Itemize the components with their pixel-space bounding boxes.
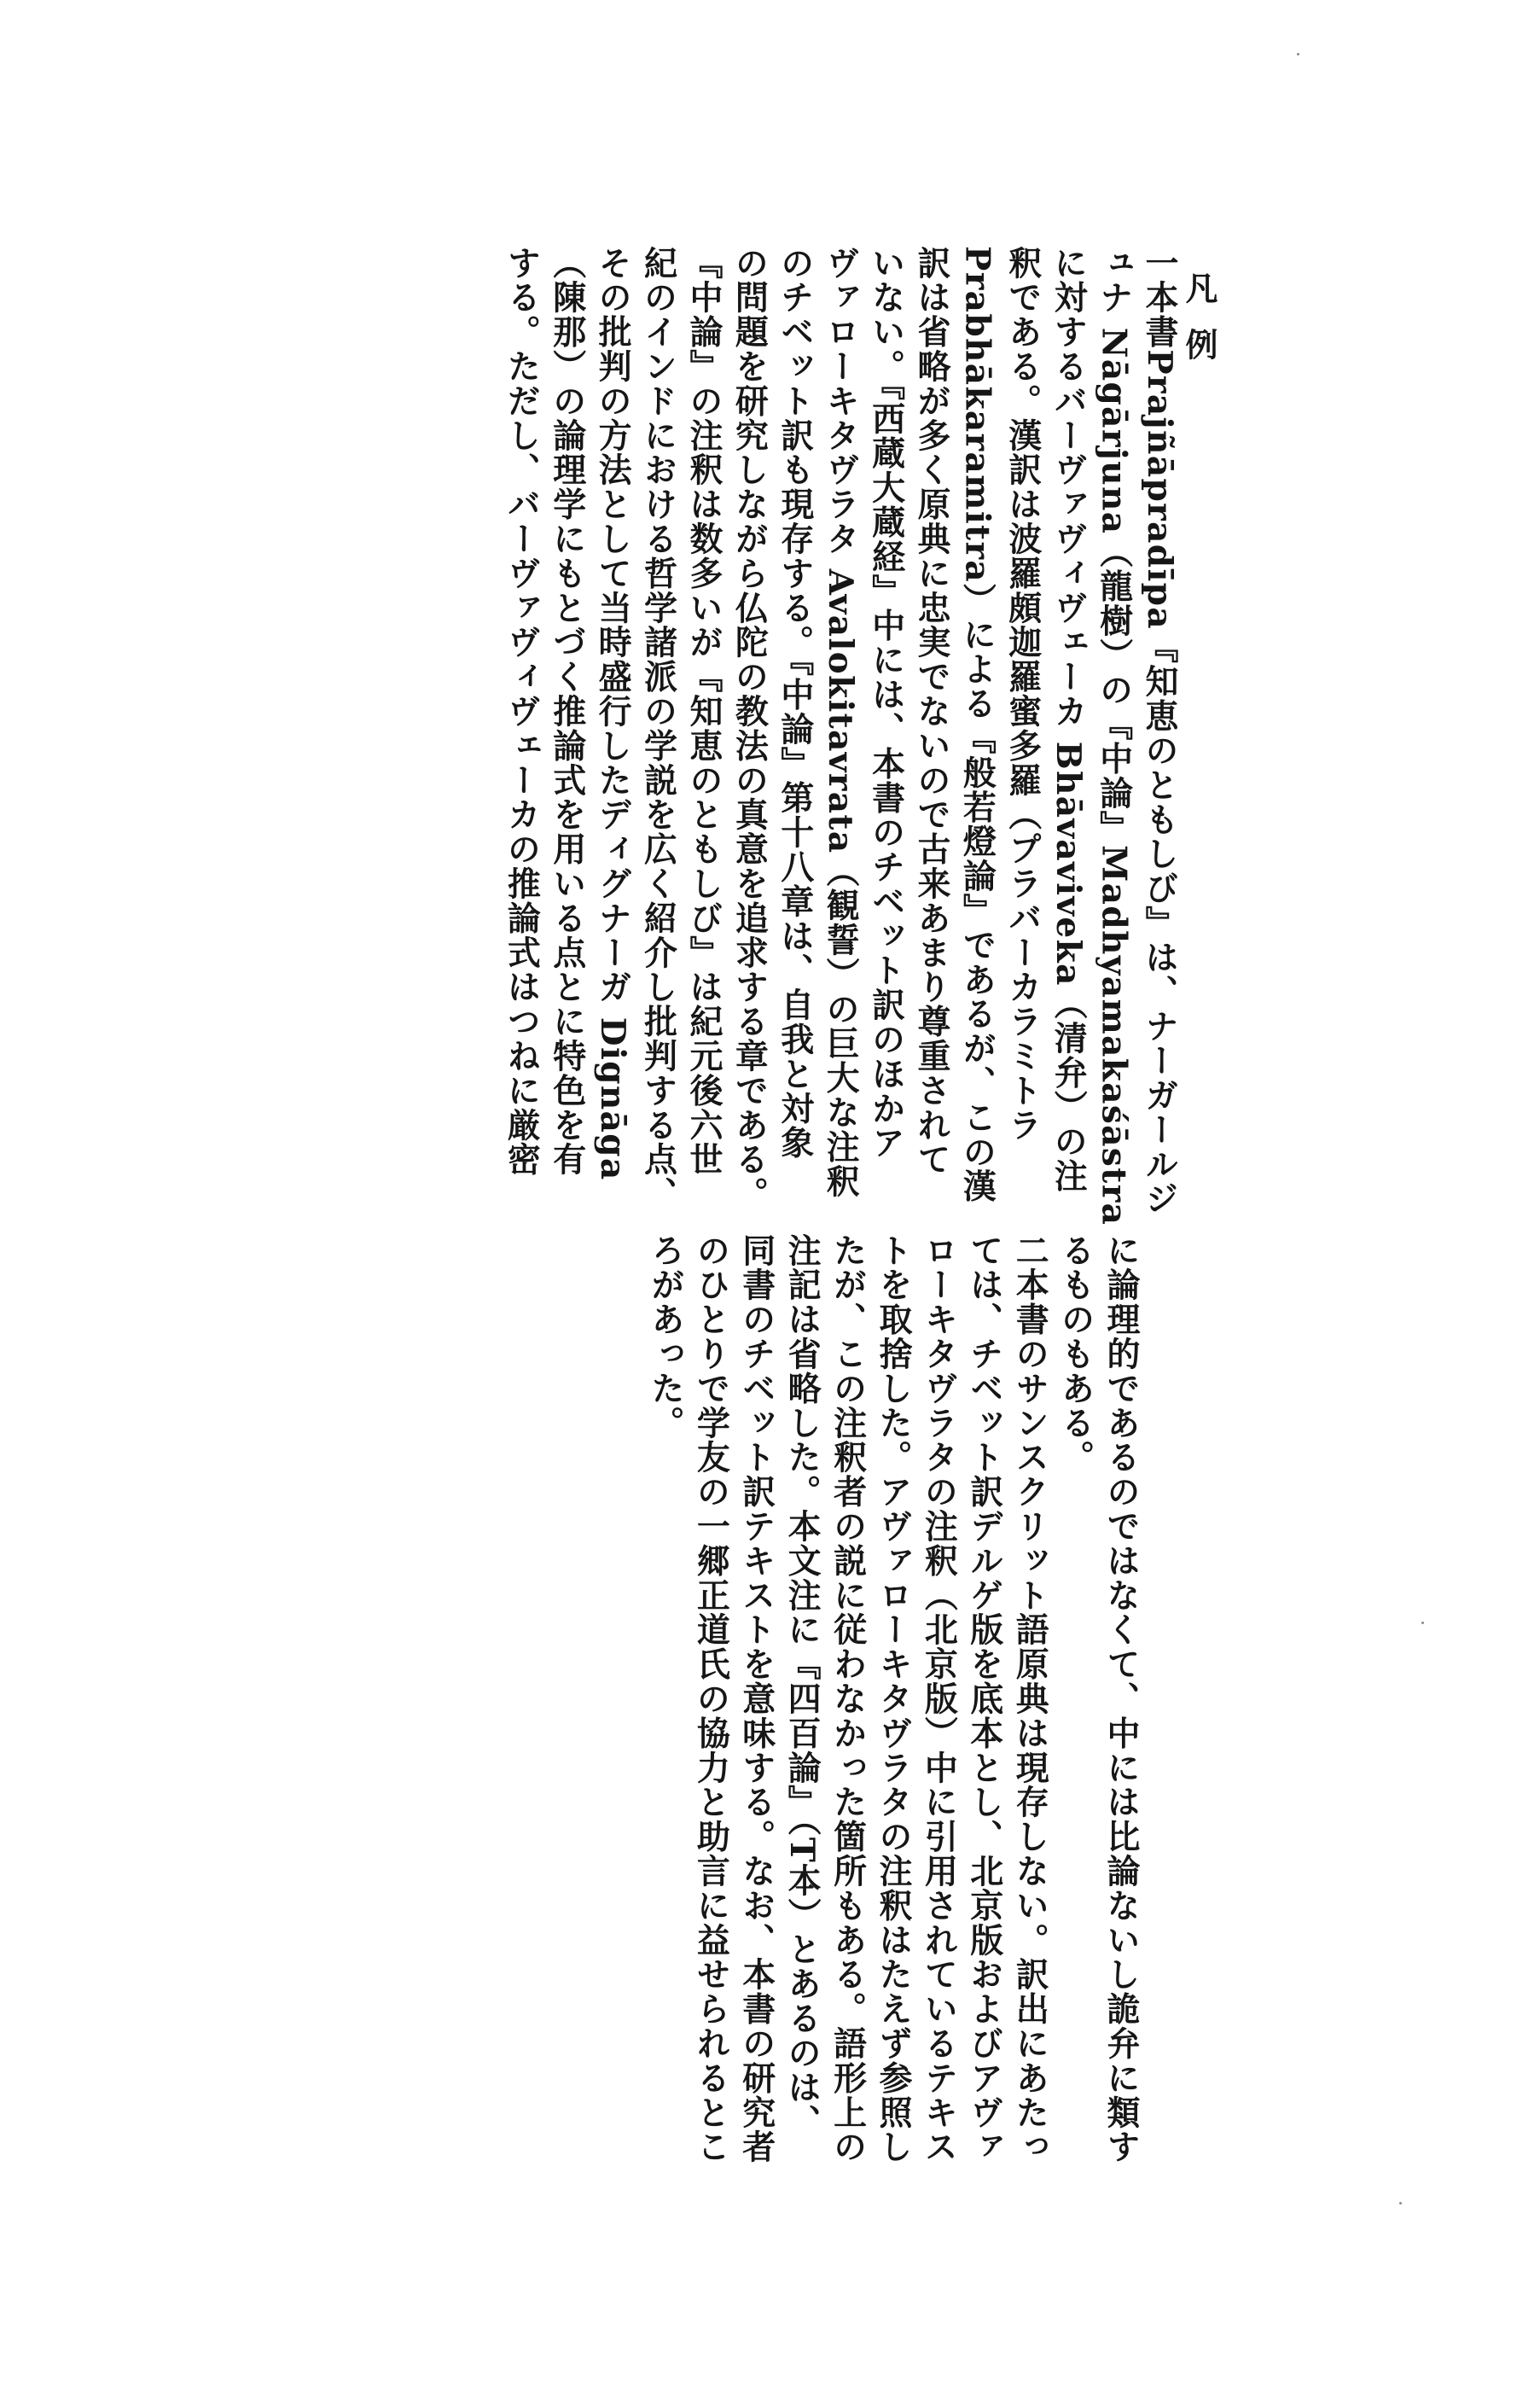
print-speck [1399, 2202, 1402, 2204]
section-one-line-6: 訳は省略が多く原典に忠実でないので古来あまり尊重されて [911, 246, 951, 1177]
section-one-line-12: 紀のインドにおける哲学諸派の学説を広く紹介し批判する点、 [638, 246, 678, 1212]
section-two-line-1-text: 本書のサンスクリット語原典は現存しない。訳出にあたっ [1010, 1267, 1050, 2164]
section-one-line-15: する。ただし、バーヴァヴィヴェーカの推論式はつねに厳密 [502, 246, 542, 1177]
print-speck [1421, 1622, 1424, 1624]
section-two-line-9: ろがあった。 [645, 1233, 685, 1441]
section-two-line-1 [1007, 1233, 1052, 2223]
section-two-line-2: ては、チベット訳デルゲ版を底本とし、北京版およびアヴァ [964, 1233, 1004, 2164]
section-one-marker: 一 [1140, 246, 1179, 281]
section-one-line-10: の問題を研究しながら仏陀の教法の真意を追求する章である。 [729, 246, 770, 1212]
section-one-continuation-line-2: るものもある。 [1055, 1233, 1095, 1475]
section-one-line-9: のチベット訳も現存する。『中論』第十八章は、自我と対象 [775, 246, 815, 1161]
section-two-line-7: 同書のチベット訳テキストを意味する。なお、本書の研究者 [736, 1233, 776, 2164]
section-one-continuation-line-1: に論理的であるのではなくて、中には比論ないし詭弁に類す [1101, 1233, 1141, 2164]
section-one-line-2: ュナ Nāgārjuna（龍樹）の『中論』Madhyamakaśāstra [1094, 246, 1134, 1226]
section-one-line-8: ヴァローキタヴラタ Avalokitavrata（観誓）の巨大な注釈 [821, 246, 861, 1199]
section-one-line-4: 釈である。漢訳は波羅頗迦羅蜜多羅（プラバーカラミトラ [1002, 246, 1043, 1143]
section-two-line-5: たが、この注釈者の説に従わなかった箇所もある。語形上の [828, 1233, 868, 2164]
section-one-line-14: （陳那）の論理学にもとづく推論式を用いる点とに特色を有 [547, 246, 587, 1177]
section-two-line-3: ローキタヴラタの注釈（北京版）中に引用されているテキス [919, 1233, 959, 2164]
section-two-line-4: トを取捨した。アヴァローキタヴラタの注釈はたえず参照し [873, 1233, 913, 2164]
section-two-line-8: のひとりで学友の一郷正道氏の協力と助言に益せられるとこ [691, 1233, 731, 2164]
section-one-line-3: に対するバーヴァヴィヴェーカ Bhāvaviveka（清弁）の注 [1049, 246, 1089, 1194]
section-one-line-11: 『中論』の注釈は数多いが『知恵のともしび』は紀元後六世 [683, 246, 724, 1177]
section-one-line-5: Prabhākaramitra）による『般若燈論』であるが、この漢 [957, 246, 997, 1204]
section-one-line-1-text: 本書Prajñāpradīpa『知恵のともしび』は、ナーガールジ [1140, 280, 1179, 1216]
section-one-line-7: いない。『西蔵大蔵経』中には、本書のチベット訳のほかア [866, 246, 906, 1161]
section-one-line-1 [1136, 246, 1182, 1216]
section-two-line-6: 注記は省略した。本文注に『四百論』（T本）とあるのは、 [782, 1233, 822, 2140]
section-one-line-13: その批判の方法として当時盛行したディグナーガ Dignāga [593, 246, 633, 1181]
page-heading: 凡例 [1180, 271, 1218, 384]
section-two-marker: 二 [1010, 1233, 1050, 1268]
section-two [642, 1233, 1143, 2223]
section-one [498, 246, 1182, 1226]
print-speck [1297, 53, 1299, 55]
